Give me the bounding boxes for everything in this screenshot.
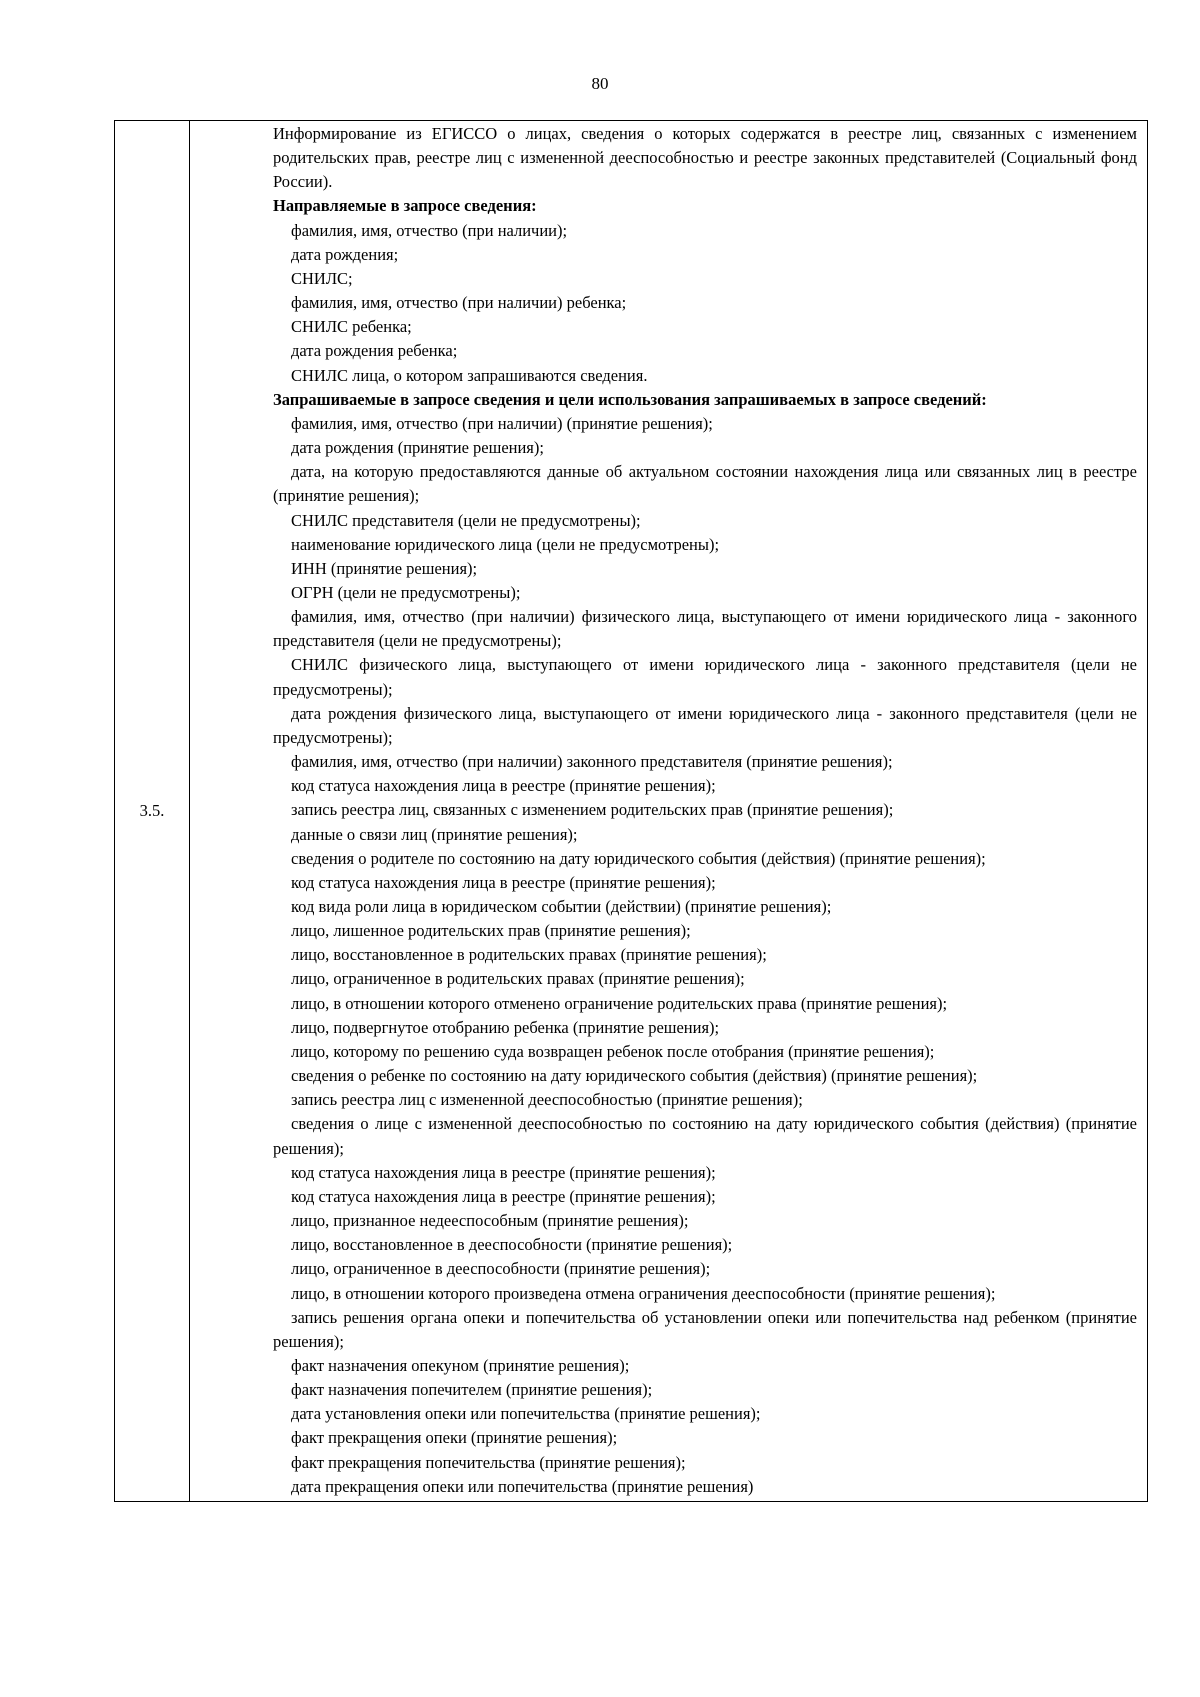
list-item: лицо, восстановленное в родительских правах (принятие решения); bbox=[291, 945, 767, 965]
list-item: фамилия, имя, отчество (при наличии); bbox=[291, 220, 568, 240]
list-item: дата рождения; bbox=[291, 244, 399, 264]
list-item: данные о связи лиц (принятие решения); bbox=[291, 824, 578, 844]
list-item: запись решения органа опеки и попечительства об установлении опеки или попечительства над ребенком (принятие решения); bbox=[273, 1307, 1137, 1351]
requested-fields-list bbox=[273, 412, 1137, 1499]
list-item: код статуса нахождения лица в реестре (принятие решения); bbox=[291, 776, 716, 796]
list-item: код статуса нахождения лица в реестре (принятие решения); bbox=[291, 872, 716, 892]
list-item: сведения о родителе по состоянию на дату юридического события (действия) (принятие решения); bbox=[291, 848, 986, 868]
list-item: лицо, в отношении которого отменено ограничение родительских права (принятие решения); bbox=[291, 993, 948, 1013]
list-item: код статуса нахождения лица в реестре (принятие решения); bbox=[291, 1162, 716, 1182]
list-item: запись реестра лиц, связанных с изменением родительских прав (принятие решения); bbox=[291, 800, 894, 820]
list-item: сведения о лице с измененной дееспособностью по состоянию на дату юридического события (действия) (принятие решения); bbox=[273, 1114, 1137, 1158]
list-item: дата рождения (принятие решения); bbox=[291, 438, 544, 458]
list-item: лицо, лишенное родительских прав (принятие решения); bbox=[291, 921, 691, 941]
list-item: фамилия, имя, отчество (при наличии) (принятие решения); bbox=[291, 413, 713, 433]
list-item: дата прекращения опеки или попечительства (принятие решения) bbox=[291, 1476, 754, 1496]
list-item: лицо, в отношении которого произведена отмена ограничения дееспособности (принятие решения); bbox=[291, 1283, 996, 1303]
list-item: дата рождения ребенка; bbox=[291, 341, 458, 361]
list-item: факт назначения попечителем (принятие решения); bbox=[291, 1380, 653, 1400]
list-item: лицо, подвергнутое отобранию ребенка (принятие решения); bbox=[291, 1017, 720, 1037]
row-number-cell bbox=[115, 121, 190, 1502]
list-item: фамилия, имя, отчество (при наличии) законного представителя (принятие решения); bbox=[291, 752, 893, 772]
list-item: код вида роли лица в юридическом событии (действии) (принятие решения); bbox=[291, 897, 832, 916]
list-item: дата установления опеки или попечительства (принятие решения); bbox=[291, 1404, 761, 1424]
list-item: сведения о ребенке по состоянию на дату юридического события (действия) (принятие решения); bbox=[291, 1066, 978, 1086]
intro-paragraph: Информирование из ЕГИССО о лицах, сведения о которых содержатся в реестре лиц, связанных с изменением родительских прав, реестре лиц с измененной дееспособностью и реестре законных представителей (Социальный фонд России). bbox=[273, 124, 1137, 192]
page-number: 80 bbox=[591, 74, 609, 93]
document-table bbox=[114, 120, 1148, 1502]
list-item: ОГРН (цели не предусмотрены); bbox=[291, 582, 521, 602]
list-item: фамилия, имя, отчество (при наличии) ребенка; bbox=[291, 293, 627, 313]
list-item: лицо, которому по решению суда возвращен ребенок после отобрания (принятие решения); bbox=[291, 1041, 935, 1061]
list-item: лицо, ограниченное в дееспособности (принятие решения); bbox=[291, 1259, 711, 1279]
sent-fields-list bbox=[273, 219, 1137, 388]
list-item: код статуса нахождения лица в реестре (принятие решения); bbox=[291, 1186, 716, 1206]
requested-fields-heading: Запрашиваемые в запросе сведения и цели использования запрашиваемых в запросе сведений: bbox=[273, 389, 987, 409]
list-item: факт прекращения опеки (принятие решения); bbox=[291, 1428, 618, 1448]
list-item: дата, на которую предоставляются данные об актуальном состоянии нахождения лица или связанных лиц в реестре (принятие решения); bbox=[273, 462, 1137, 506]
list-item: наименование юридического лица (цели не предусмотрены); bbox=[291, 534, 720, 554]
list-item: факт назначения опекуном (принятие решения); bbox=[291, 1355, 630, 1375]
list-item: СНИЛС ребенка; bbox=[291, 317, 412, 337]
list-item: СНИЛС; bbox=[291, 268, 353, 288]
list-item: факт прекращения попечительства (принятие решения); bbox=[291, 1452, 686, 1472]
list-item: СНИЛС лица, о котором запрашиваются сведения. bbox=[291, 365, 648, 385]
sent-fields-heading: Направляемые в запросе сведения: bbox=[273, 196, 537, 216]
list-item: ИНН (принятие решения); bbox=[291, 558, 478, 578]
content-cell bbox=[190, 121, 1148, 1502]
row-number: 3.5. bbox=[139, 800, 165, 820]
list-item: лицо, восстановленное в дееспособности (принятие решения); bbox=[291, 1235, 733, 1255]
list-item: дата рождения физического лица, выступающего от имени юридического лица - законного представителя (цели не предусмотрены); bbox=[273, 703, 1137, 747]
list-item: лицо, ограниченное в родительских правах (принятие решения); bbox=[291, 969, 745, 989]
list-item: СНИЛС представителя (цели не предусмотрены); bbox=[291, 510, 641, 530]
list-item: запись реестра лиц с измененной дееспособностью (принятие решения); bbox=[291, 1090, 803, 1110]
list-item: лицо, признанное недееспособным (принятие решения); bbox=[291, 1211, 689, 1231]
list-item: СНИЛС физического лица, выступающего от имени юридического лица - законного представителя (цели не предусмотрены); bbox=[273, 655, 1137, 699]
list-item: фамилия, имя, отчество (при наличии) физического лица, выступающего от имени юридического лица - законного представителя (цели не предусмотрены); bbox=[273, 607, 1137, 651]
table-row bbox=[115, 121, 1148, 1502]
